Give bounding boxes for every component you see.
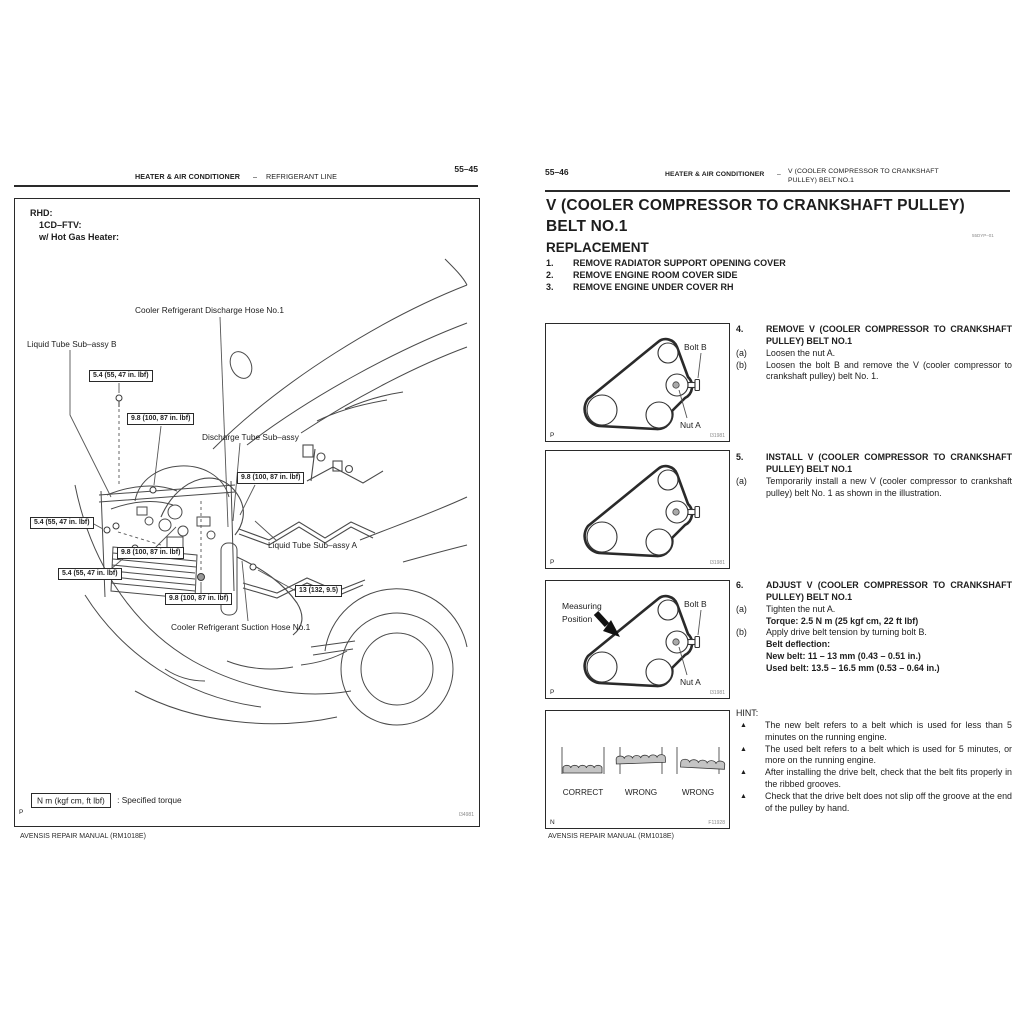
left-header-section: HEATER & AIR CONDITIONER <box>135 172 241 181</box>
figure-adjust-belt <box>545 580 730 699</box>
page-title-line1: V (COOLER COMPRESSOR TO CRANKSHAFT PULLEY) <box>546 197 965 214</box>
torque-box-54-2: 5.4 (55, 47 in. lbf) <box>30 517 94 529</box>
belt-wrong-2 <box>681 759 725 769</box>
variant-rhd: RHD: <box>30 208 53 218</box>
measuring-label-line2: Position <box>562 614 593 624</box>
nut-a-icon <box>673 382 679 388</box>
step-6a-label: (a) <box>736 603 747 614</box>
hint-label: HINT: <box>736 708 759 718</box>
label-liquid-tube-a: Liquid Tube Sub–assy A <box>268 540 358 550</box>
label-suction-hose: Cooler Refrigerant Suction Hose No.1 <box>171 622 311 632</box>
belt-deflection-heading: Belt deflection: <box>766 639 831 650</box>
step-4a-text: Loosen the nut A. <box>766 347 836 358</box>
step-5-heading: INSTALL V (COOLER COMPRESSOR TO CRANKSHAFT PULLEY) BELT NO.1 <box>766 452 1012 474</box>
right-header-topic-line1: V (COOLER COMPRESSOR TO CRANKSHAFT <box>788 168 939 175</box>
step-6 <box>736 580 1012 675</box>
section-heading: REPLACEMENT <box>546 240 649 255</box>
figure4-corner-letter: N <box>550 819 555 826</box>
right-header-dash: – <box>777 171 781 178</box>
step-6-num: 6. <box>736 580 744 590</box>
pulley-diagram-remove <box>546 324 729 441</box>
torque-box-54-3: 5.4 (55, 47 in. lbf) <box>58 568 122 580</box>
variant-engine: 1CD–FTV: <box>39 220 82 231</box>
left-page-number: 55–45 <box>454 164 478 174</box>
right-header-topic-line2: PULLEY) BELT NO.1 <box>788 177 855 184</box>
label-liquid-tube-b: Liquid Tube Sub–assy B <box>27 339 117 349</box>
variant-block <box>30 207 119 243</box>
hint-block <box>736 708 1012 815</box>
step-6a-text <box>766 604 1012 628</box>
groove-label-wrong2: WRONG <box>681 788 715 797</box>
torque-box-13: 13 (132, 9.5) <box>295 585 342 597</box>
figure-remove-belt <box>545 323 730 442</box>
hint-bullet-icon: ▲ <box>740 792 747 800</box>
step-5-num: 5. <box>736 452 744 462</box>
figure1-corner-letter: P <box>550 432 555 439</box>
pre-step-2 <box>546 270 966 282</box>
hint-item-text: Check that the drive belt does not slip off the groove at the end of the pulley by hand. <box>765 790 1012 813</box>
figure-install-belt <box>545 450 730 569</box>
variant-hot-gas: w/ Hot Gas Heater: <box>39 232 120 243</box>
left-figure-corner-letter: P <box>19 809 24 816</box>
figure3-code: I31981 <box>709 690 725 696</box>
hint-bullet-icon: ▲ <box>740 745 747 753</box>
groove-label-correct: CORRECT <box>562 788 604 797</box>
nut-icon <box>673 509 679 515</box>
step-5a-label: (a) <box>736 475 747 486</box>
step-5a-text: Temporarily install a new V (cooler compressor to crankshaft pulley) belt No. 1 as shown in the illustration. <box>766 475 1012 498</box>
torque-box-98-4: 9.8 (100, 87 in. lbf) <box>165 593 232 605</box>
pre-step-1 <box>546 258 966 270</box>
belt-wrong-1 <box>616 754 665 764</box>
right-header-section: HEATER & AIR CONDITIONER <box>665 171 765 178</box>
torque-legend-text: : Specified torque <box>117 795 182 805</box>
right-footer: AVENSIS REPAIR MANUAL (RM1018E) <box>548 833 674 840</box>
left-figure-code: I34981 <box>458 812 474 818</box>
right-header-rule <box>545 190 1010 192</box>
pre-step-3-text: REMOVE ENGINE UNDER COVER RH <box>573 281 734 292</box>
figure3-corner-letter: P <box>550 689 555 696</box>
hint-item <box>736 791 1012 815</box>
hint-item-text: The new belt refers to a belt which is used for less than 5 minutes on the running engine. <box>765 719 1012 742</box>
figure-groove-fit <box>545 710 730 829</box>
measuring-arrow-tail <box>596 613 607 625</box>
step-6-torque: Torque: 2.5 N m (25 kgf cm, 22 ft lbf) <box>766 615 919 626</box>
step-4-num: 4. <box>736 324 744 334</box>
step-4-heading: REMOVE V (COOLER COMPRESSOR TO CRANKSHAFT PULLEY) BELT NO.1 <box>766 324 1012 346</box>
figure2-code: I31981 <box>709 560 725 566</box>
refrigerant-line-diagram <box>15 199 479 826</box>
step-5 <box>736 452 1012 499</box>
step-4 <box>736 324 1012 383</box>
pre-step-1-text: REMOVE RADIATOR SUPPORT OPENING COVER <box>573 258 786 268</box>
nut-a-label: Nut A <box>680 677 701 687</box>
left-header-dash: – <box>253 172 258 181</box>
torque-box-98-2: 9.8 (100, 87 in. lbf) <box>237 472 304 484</box>
pre-steps <box>546 258 966 294</box>
pre-step-1-num: 1. <box>546 258 554 268</box>
nut-a-label: Nut A <box>680 420 701 430</box>
torque-legend-box: N m (kgf cm, ft lbf) <box>31 793 111 808</box>
figure4-code: F11928 <box>708 820 725 826</box>
pre-step-2-num: 2. <box>546 269 554 280</box>
new-belt-spec: New belt: 11 – 13 mm (0.43 – 0.51 in.) <box>766 651 921 662</box>
label-discharge-hose: Cooler Refrigerant Discharge Hose No.1 <box>135 305 284 315</box>
pre-step-2-text: REMOVE ENGINE ROOM COVER SIDE <box>573 269 738 280</box>
torque-legend <box>31 795 182 805</box>
measuring-label-line1: Measuring <box>562 601 602 611</box>
pre-step-3-num: 3. <box>546 281 554 292</box>
hint-bullet-icon: ▲ <box>740 769 747 777</box>
label-discharge-tube: Discharge Tube Sub–assy <box>202 432 299 442</box>
bolt-b-label: Bolt B <box>684 342 707 352</box>
hint-item <box>736 744 1012 768</box>
used-belt-spec: Used belt: 13.5 – 16.5 mm (0.53 – 0.64 in.) <box>766 662 940 673</box>
step-6b-text <box>766 627 1012 674</box>
bolt-b-label: Bolt B <box>684 599 707 609</box>
torque-box-98-3: 9.8 (100, 87 in. lbf) <box>117 547 184 559</box>
pulley-diagram-install <box>546 451 729 568</box>
right-page-number: 55–46 <box>545 167 569 177</box>
hint-item-text: After installing the drive belt, check that the belt fits properly in the ribbed grooves. <box>765 767 1012 790</box>
torque-box-54-1: 5.4 (55, 47 in. lbf) <box>89 370 153 382</box>
page-title-line2: BELT NO.1 <box>546 218 628 235</box>
groove-label-wrong1: WRONG <box>624 788 658 797</box>
torque-box-98-1: 9.8 (100, 87 in. lbf) <box>127 413 194 425</box>
left-header-rule <box>14 185 478 187</box>
left-figure-frame <box>14 198 480 827</box>
left-header-topic: REFRIGERANT LINE <box>266 172 337 181</box>
step-6b-label: (b) <box>736 627 747 638</box>
figure1-code: I31981 <box>709 433 725 439</box>
left-footer: AVENSIS REPAIR MANUAL (RM1018E) <box>20 833 146 840</box>
step-4b-label: (b) <box>736 359 747 370</box>
hint-item <box>736 720 1012 744</box>
hint-item <box>736 767 1012 791</box>
figure2-corner-letter: P <box>550 559 555 566</box>
step-6-heading: ADJUST V (COOLER COMPRESSOR TO CRANKSHAFT PULLEY) BELT NO.1 <box>766 580 1012 602</box>
doc-code: 55DYP–01 <box>972 233 994 238</box>
nut-a-icon <box>673 639 679 645</box>
step-6b-instruction: Apply drive belt tension by turning bolt B. <box>766 627 927 638</box>
groove-diagram <box>546 711 729 828</box>
pulley-diagram-adjust <box>546 581 729 698</box>
step-4b-text: Loosen the bolt B and remove the V (cooler compressor to crankshaft pulley) belt No. 1. <box>766 359 1012 382</box>
step-4a-label: (a) <box>736 347 747 358</box>
hint-bullet-icon: ▲ <box>740 721 747 729</box>
hint-item-text: The used belt refers to a belt which is used for 5 minutes, or more on the running engine. <box>765 743 1012 766</box>
pre-step-3 <box>546 282 966 294</box>
step-6a-instruction: Tighten the nut A. <box>766 603 836 614</box>
belt-correct <box>563 765 602 773</box>
